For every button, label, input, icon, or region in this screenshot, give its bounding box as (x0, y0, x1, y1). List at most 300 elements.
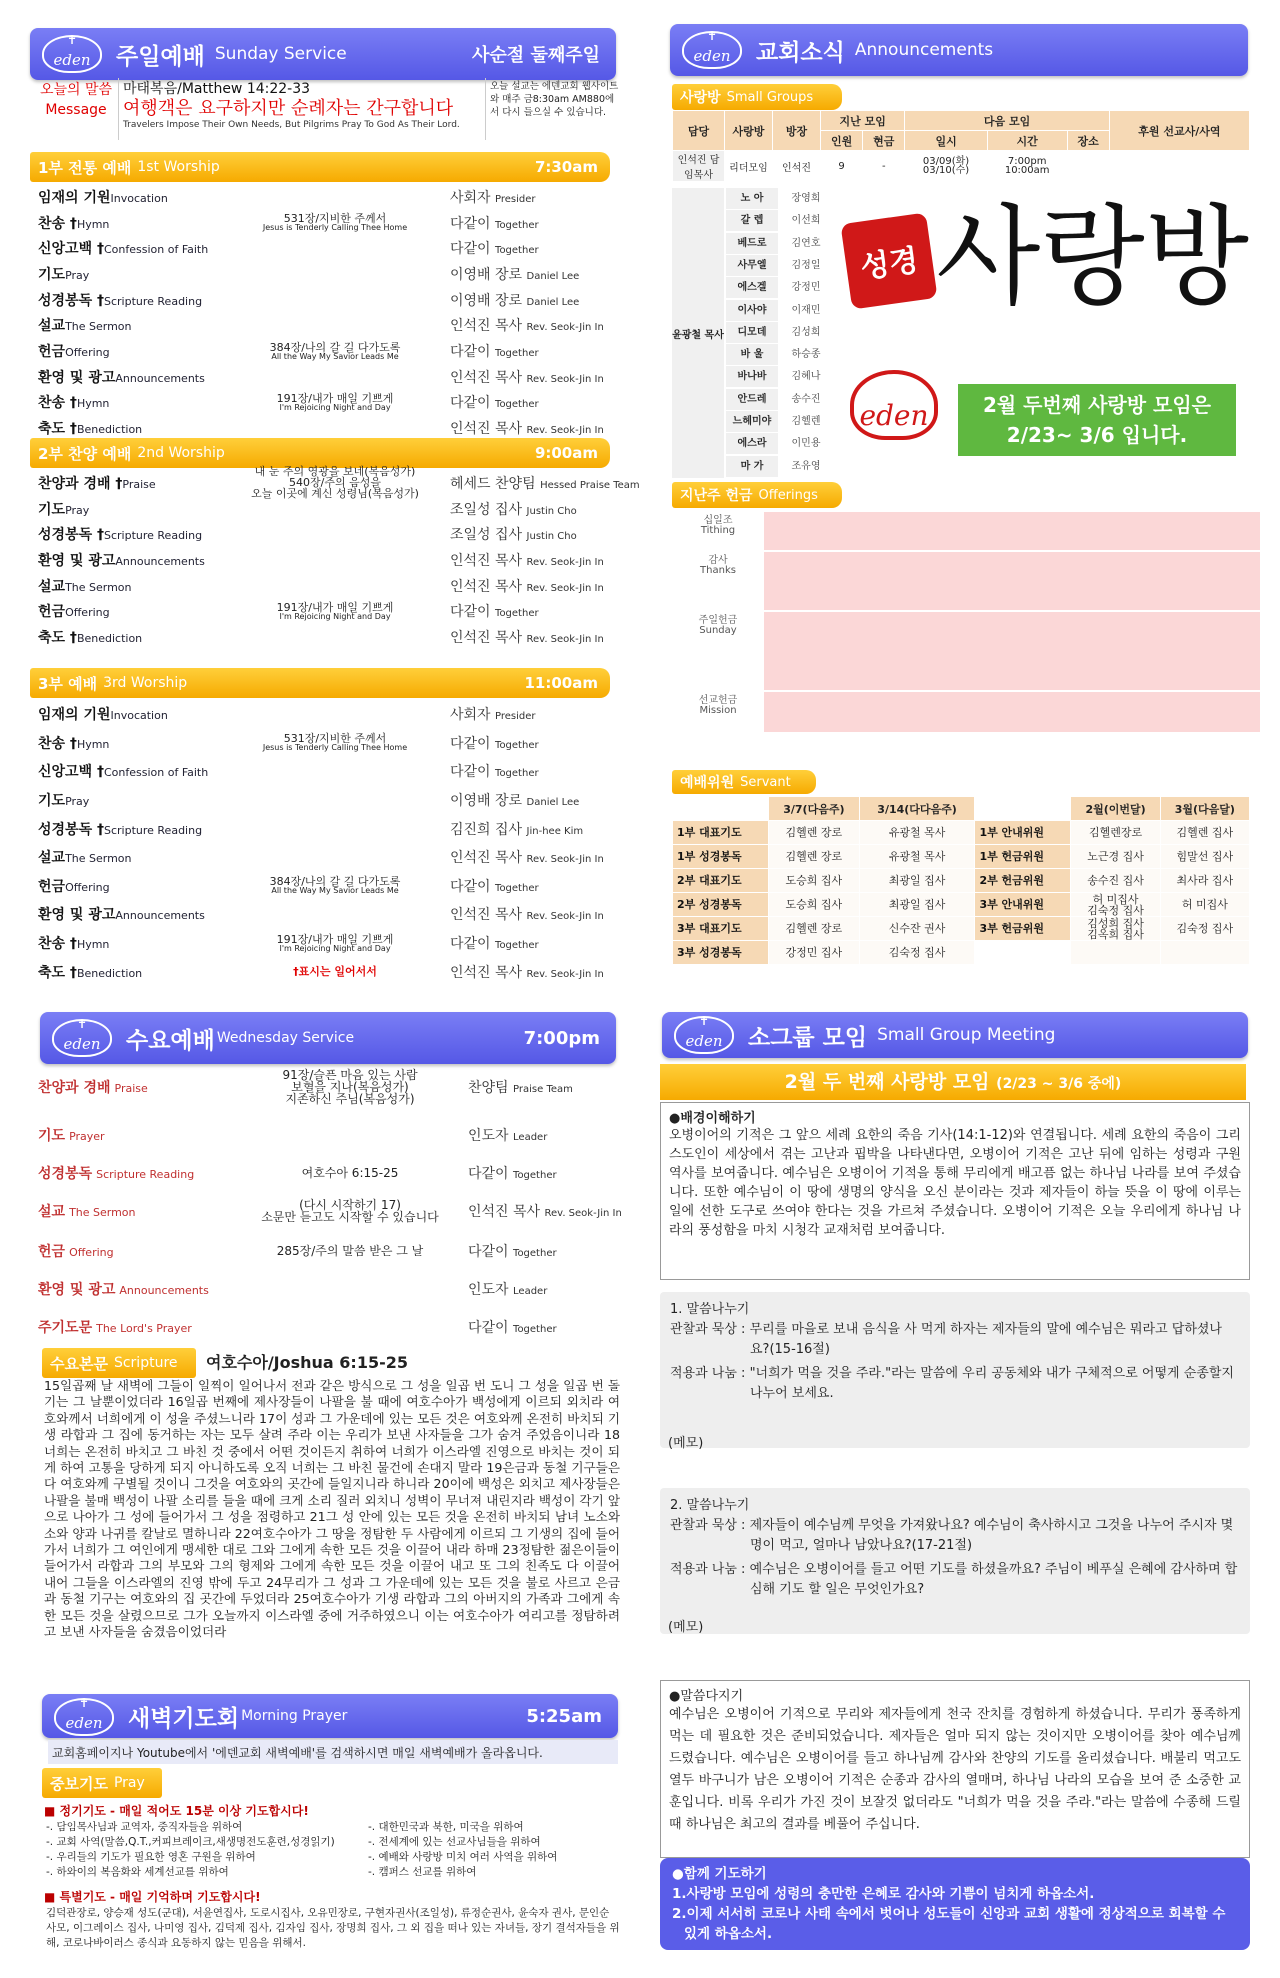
pray-label-ko: 중보기도 (50, 1774, 108, 1793)
smallgroups-table (672, 110, 1250, 182)
order-who (450, 627, 604, 647)
order-row (30, 210, 620, 236)
sg-cell: 9 (821, 151, 863, 182)
offering-label (672, 616, 764, 636)
order-who-ko: 인석진 목사 (450, 630, 523, 647)
order-item-en: The Sermon (65, 320, 132, 334)
order-item-en: Confession of Faith (103, 243, 209, 257)
order-row (30, 700, 620, 729)
wed-item (38, 1077, 148, 1097)
wed-who (468, 1241, 557, 1261)
servant-cell (1071, 941, 1160, 965)
sg-h-mission: 후원 선교사/사역 (1109, 111, 1249, 151)
servant-cell: 신수잔 권사 (859, 917, 975, 941)
announcements-header (670, 24, 1248, 76)
wed-row (30, 1198, 620, 1224)
order-item-ko: 찬양과 경배 † (38, 475, 123, 492)
offering-label-ko: 주일헌금 (698, 615, 738, 626)
sg-group-leader: 이민용 (791, 438, 821, 450)
servant-cell: 김숙정 집사 (1160, 917, 1249, 941)
servant-cell: 김성희 집사 김옥희 집사 (1071, 917, 1160, 941)
wed-who-ko: 찬양팀 (468, 1080, 509, 1096)
sgm-banner-text: 2월 두 번째 사랑방 모임 (784, 1071, 990, 1093)
order-who-en: Presider (495, 193, 536, 205)
sunday-title: 주일예배 (116, 43, 205, 70)
order-item-en: Scripture Reading (103, 823, 203, 837)
order-row (30, 313, 620, 339)
pray-item: -. 예배와 사랑방 미치 여러 사역을 위하여 (368, 1851, 558, 1863)
wed-who-ko: 인도자 (468, 1282, 509, 1298)
sg-group-name: 노 아 (726, 188, 778, 209)
wed-detail: (다시 시작하기 17) 소문만 듣고도 시작할 수 있습니다 (261, 1198, 439, 1224)
promo-big-text: 사랑방 (936, 195, 1249, 320)
order-item (38, 341, 110, 361)
worship-time: 9:00am (534, 444, 598, 462)
sg-group-name: 이사야 (726, 300, 778, 321)
order-hymn (250, 934, 420, 953)
order-who-en: Together (495, 768, 539, 780)
servant-cell (1160, 941, 1249, 965)
eden-logo-icon: ✝ eden (682, 31, 742, 69)
order-item (38, 601, 110, 621)
order-item (38, 418, 142, 438)
wed-who-en: Together (513, 1248, 557, 1259)
order-item (38, 790, 89, 810)
promo-note: 2월 두번째 사랑방 모임은 2/23~ 3/6 입니다. (958, 384, 1236, 456)
order-who-ko: 인석진 목사 (450, 907, 523, 924)
order-who (450, 761, 539, 781)
offering-amount-box (764, 552, 1260, 610)
order-who (450, 341, 539, 361)
sv-h-this-month: 2월(이번달) (1071, 797, 1160, 821)
sg-h-group: 사랑방 (725, 111, 773, 151)
order-who-en: Justin Cho (526, 531, 577, 543)
order-hymn-ko: 384장/나의 갈 길 다가도록 (269, 340, 401, 354)
order-who-ko: 김진희 집사 (450, 821, 523, 838)
servant-cell: 최광일 집사 (859, 893, 975, 917)
order-who-en: Together (495, 399, 539, 411)
order-hymn-en: I'm Rejoicing Night and Day (279, 943, 391, 953)
order-who-ko: 다같이 (450, 241, 491, 258)
order-who (450, 933, 539, 953)
sgm-q2-apply: 적용과 나눔 : 예수님은 오병이어를 들고 어떤 기도를 하셨을까요? 주님이 베푸실 은혜에 감사하며 합심해 기도 할 일은 무엇인가요? (670, 1562, 1238, 1597)
order-who-en: Together (495, 245, 539, 257)
order-item-en: Praise (122, 477, 156, 491)
order-who-ko: 다같이 (450, 878, 491, 895)
wed-item-ko: 주기도문 (38, 1320, 93, 1336)
order-who-en: Rev. Seok-Jin In (526, 634, 604, 646)
order-item-en: Announcements (115, 371, 205, 385)
wed-item-en: The Lord's Prayer (96, 1322, 192, 1335)
order-row (30, 757, 620, 786)
sg-cell: 7:00pm 10:00am (987, 151, 1067, 182)
sg-cell: 인석진 담임목사 (673, 151, 725, 182)
order-item (38, 213, 109, 233)
wed-who (468, 1077, 573, 1097)
sg-label-en: Small Groups (726, 89, 814, 105)
order-hymn-en: Jesus is Tenderly Calling Thee Home (262, 743, 408, 753)
order-who (450, 315, 604, 335)
order-item-ko: 찬송 † (38, 395, 77, 412)
pray-item: -. 담임목사님과 교역자, 중직자들을 위하여 (46, 1821, 243, 1833)
sg-h-next: 다음 모임 (905, 111, 1109, 131)
order-item (38, 576, 132, 596)
order-who (450, 187, 536, 207)
sgm-subtitle: Small Group Meeting (877, 1025, 1056, 1045)
sv-h-blank (673, 797, 769, 821)
eden-logo-icon: ✝ eden (52, 1019, 112, 1057)
order-who-en: Presider (495, 711, 536, 723)
order-item-en: Benediction (76, 966, 143, 980)
order-who-ko: 인석진 목사 (450, 850, 523, 867)
order-item-en: Invocation (110, 709, 168, 723)
order-row (30, 957, 620, 986)
offering-amount-box (764, 692, 1260, 732)
order-row (30, 465, 640, 501)
servant-cell: 김숙정 집사 (859, 941, 975, 965)
order-row (30, 814, 620, 843)
order-who (450, 238, 539, 258)
wed-item-en: Praise (114, 1082, 148, 1095)
sermon-box (118, 78, 486, 140)
worship-bar (30, 438, 610, 468)
wednesday-time: 7:00pm (523, 1027, 600, 1049)
offering-label-en: Mission (699, 705, 737, 716)
order-item (38, 819, 202, 839)
order-item-en: Benediction (76, 423, 143, 437)
eden-logo-large-icon: eden (850, 370, 938, 440)
sgm-memo-2: (메모) (668, 1620, 704, 1635)
order-item-ko: 헌금 (38, 344, 66, 361)
worship-title: 1부 전통 예배 (38, 158, 132, 177)
wed-row (30, 1122, 620, 1148)
order-item (38, 473, 156, 493)
order-item-ko: 임재의 기원 (38, 707, 111, 724)
morning-subtitle: Morning Prayer (241, 1708, 348, 1724)
order-row (30, 496, 620, 522)
wed-who-ko: 다같이 (468, 1320, 509, 1336)
servant-cell: 1부 대표기도 (673, 821, 769, 845)
morning-header (42, 1694, 618, 1738)
order-item (38, 733, 109, 753)
order-hymn-ko: 531장/지비한 주께서 (283, 732, 387, 746)
pray-label-en: Pray (113, 1775, 145, 1791)
servant-cell: 3부 안내위원 (975, 893, 1071, 917)
wednesday-title: 수요예배 (126, 1027, 215, 1054)
order-who (450, 876, 539, 896)
wed-item-ko: 환영 및 광고 (38, 1282, 116, 1298)
pray-heading-1: ■ 정기기도 - 매일 적어도 15분 이상 기도합시다! (44, 1804, 309, 1818)
message-label-en: Message (45, 102, 107, 118)
order-who-ko: 사회자 (450, 189, 491, 206)
order-who-en: Together (495, 940, 539, 952)
order-who-en: Together (495, 348, 539, 360)
worship-title: 2부 찬양 예배 (38, 444, 132, 463)
order-item-ko: 찬송 † (38, 936, 77, 953)
order-who-ko: 이영배 장로 (450, 292, 523, 309)
scripture-label-ko: 수요본문 (50, 1354, 108, 1373)
sg-group-name: 에스라 (726, 433, 778, 454)
order-item (38, 290, 202, 310)
servant-cell: 도승희 집사 (769, 869, 860, 893)
sgm-prayer-box (660, 1858, 1250, 1950)
order-who-ko: 인석진 목사 (450, 369, 523, 386)
wed-row (30, 1068, 620, 1106)
sermon-scripture: 마태복음/Matthew 14:22-33 (123, 81, 311, 97)
sg-h-leader: 방장 (773, 111, 821, 151)
servant-cell: 허 미집사 김숙정 집사 (1071, 893, 1160, 917)
offering-label-en: Thanks (700, 565, 736, 576)
servant-cell (975, 941, 1071, 965)
sg-group-name: 베드로 (726, 233, 778, 254)
sv-h-next-week: 3/7(다음주) (769, 797, 860, 821)
servant-cell: 2부 대표기도 (673, 869, 769, 893)
order-item-en: Offering (65, 346, 110, 360)
order-hymn-en: All the Way My Savior Leads Me (271, 886, 399, 896)
sgm-q2-observe: 관찰과 묵상 : 제자들이 예수님께 무엇을 가져왔나요? 예수님이 축사하시고 그것을 나누어 주시자 몇 명이 먹고, 얼마나 남았나요?(17-21절) (670, 1518, 1234, 1553)
order-item-en: Hymn (76, 397, 110, 411)
order-hymn-en: I'm Rejoicing Night and Day (279, 402, 391, 412)
sgm-prayer-1: 1.사랑방 모임에 성령의 충만한 은혜로 감사와 기쁨이 넘치게 하옵소서. (672, 1886, 1095, 1902)
order-item (38, 550, 205, 570)
order-who-en: Rev. Seok-Jin In (526, 968, 604, 980)
order-who (450, 904, 604, 924)
pray-item: -. 교회 사역(말씀,Q.T.,커피브레이크,새생명전도훈련,성경읽기) (46, 1836, 335, 1848)
servant-row (673, 917, 1250, 941)
order-item (38, 315, 132, 335)
wed-who (468, 1163, 557, 1183)
sg-cell: - (863, 151, 905, 182)
order-who-en: Daniel Lee (526, 296, 580, 308)
offering-label-en: Sunday (699, 625, 737, 636)
order-item (38, 876, 110, 896)
order-who (450, 733, 539, 753)
servant-cell: 김헬렌 장로 (769, 821, 860, 845)
eden-logo-icon: ✝ eden (54, 1698, 114, 1736)
worship-bar (30, 668, 610, 698)
order-who-en: Rev. Seok-Jin In (526, 911, 604, 923)
sg-cell (1109, 151, 1249, 182)
off-label-ko: 지난주 헌금 (680, 488, 753, 504)
order-hymn-ko: 384장/나의 갈 길 다가도록 (269, 875, 401, 889)
sunday-subtitle: Sunday Service (214, 44, 347, 64)
pray-special: 김덕관장로, 양승재 성도(군대), 서윤연집사, 도로시집사, 오유민장로, 구현자권사(조일성), 류정순권사, 윤숙자 권사, 문인순 사모, 이그레이스 집사, 나미영 집사, 김덕제 집사, 김자임 집사, 장명희 집사, 그 외 집을 떠나 있는 자녀들, 장기 결석자들을 위해, 코로나바이러스 종식과 요동하지 않는 믿음을 위해서. (46, 1907, 620, 1949)
smallgroups-label (672, 84, 842, 110)
wed-item (38, 1241, 114, 1261)
sg-group-name: 갈 렙 (726, 210, 778, 231)
order-who (450, 847, 604, 867)
sg-h-cash: 현금 (863, 131, 905, 151)
order-who-en: Justin Cho (526, 505, 577, 517)
order-item (38, 904, 205, 924)
order-who (450, 392, 539, 412)
order-hymn (250, 393, 420, 412)
order-who (450, 473, 640, 493)
order-who-ko: 헤세드 찬양팀 (450, 475, 536, 492)
order-who-ko: 인석진 목사 (450, 421, 523, 438)
order-who-ko: 인석진 목사 (450, 578, 523, 595)
order-who-ko: 조일성 집사 (450, 501, 523, 518)
order-who-en: Rev. Seok-Jin In (526, 373, 604, 385)
order-who-ko: 다같이 (450, 215, 491, 232)
sg-h-date: 일시 (905, 131, 987, 151)
order-item-en: Hymn (76, 938, 110, 952)
order-row (30, 261, 620, 287)
sgm-background-box (660, 1102, 1250, 1280)
wed-who-en: Praise Team (513, 1084, 573, 1095)
order-row (30, 843, 620, 872)
sg-group-name: 사무엘 (726, 255, 778, 276)
sg-group-leader: 조유영 (791, 460, 821, 472)
order-item (38, 627, 142, 647)
order-item-ko: 축도 † (38, 964, 77, 981)
order-item-en: Announcements (115, 909, 205, 923)
wed-item (38, 1279, 209, 1299)
sgm-bg-heading: ●배경이해하기 (669, 1111, 756, 1126)
sg-h-place: 장소 (1067, 131, 1109, 151)
order-item-ko: 기도 (38, 501, 66, 518)
order-item-ko: 찬송 † (38, 735, 77, 752)
order-who (450, 290, 579, 310)
order-row (30, 287, 620, 313)
sv-h-blank (975, 797, 1071, 821)
servant-cell: 유광철 목사 (859, 845, 975, 869)
wed-item (38, 1125, 105, 1145)
order-row (30, 235, 620, 261)
wed-row (30, 1276, 620, 1302)
servant-table (672, 796, 1250, 965)
wed-item-ko: 성경봉독 (38, 1166, 93, 1182)
servant-cell: 김헬렌 장로 (769, 845, 860, 869)
worship-time: 7:30am (534, 158, 598, 176)
eden-logo-icon: ✝ eden (42, 35, 102, 73)
pray-list-right (368, 1820, 618, 1880)
order-who-en: Together (495, 739, 539, 751)
order-item-ko: 신앙고백 † (38, 241, 104, 258)
order-who-en: Jin-hee Kim (526, 825, 584, 837)
scripture-ref: 여호수아/Joshua 6:15-25 (206, 1353, 408, 1372)
order-who-ko: 조일성 집사 (450, 527, 523, 544)
servant-cell: 1부 헌금위원 (975, 845, 1071, 869)
wed-who (468, 1279, 547, 1299)
wed-item (38, 1317, 192, 1337)
order-hymn (250, 213, 420, 232)
scripture-text: 15일곱째 날 새벽에 그들이 일찍이 일어나서 전과 같은 방식으로 그 성을 일곱 번 도니 그 성을 일곱 번 돌기는 그 날뿐이었더라 16일곱 번째에 제사장들이 나팔을 불 때에 여호수아가 백성에게 이르되 외치라 여호와께서 너희에게 이 성을 주셨느니라 17이 성과 그 가운데에 있는 모든 것은 여호와께 온전히 바치되 기생 라합과 그 집에 동거하는 자는 모두 살려 주라 이는 우리가 보낸 사자들을 그가 숨겨 주었음이니라 18너희는 온전히 바치고 그 바친 것 중에서 어떤 것이든지 취하여 너희가 이스라엘 진영으로 바치는 것이 되게 하여 고통을 당하게 되지 아니하도록 오직 너희는 그 바친 물건에 손대지 말라 19은금과 동철 기구들은 다 여호와께 구별될 것이니 그것을 여호와의 곳간에 들일지니라 하니라 20이에 백성은 외치고 제사장들은 나팔을 불매 백성이 나팔 소리를 들을 때에 크게 소리 질러 외치니 성벽이 무너져 내린지라 백성이 각기 앞으로 나아가 그 성에 들어가서 그 성을 점령하고 21그 성 안에 있는 모든 것을 온전히 바치되 남녀 노소와 소와 양과 나귀를 칼날로 멸하니라 22여호수아가 그 땅을 정탐한 두 사람에게 이르되 그 기생의 집에 들어가서 너희가 그 여인에게 맹세한 대로 그와 그에게 속한 모든 것을 이끌어 내라 하매 23정탐한 젊은이들이 들어가서 라합과 그의 부모와 그의 형제와 그에게 속한 모든 것을 이끌어 내고 또 그의 친족도 다 이끌어 내어 그들을 이스라엘의 진영 밖에 두고 24무리가 그 성과 그 가운데에 있는 모든 것을 불로 사르고 은금과 동철 기구는 여호와의 집 곳간에 두었더라 25여호수아가 기생 라합과 그의 아버지의 가족과 그에게 속한 모든 것을 살렸으므로 그가 오늘까지 이스라엘 중에 거주하였으니 이는 여호수아가 여리고를 정탐하려고 보낸 사자들을 숨겼음이었더라 (44, 1378, 620, 1640)
sg-group-charge: 윤광철 목사 (672, 188, 724, 478)
sg-group-name: 안드레 (726, 389, 778, 410)
order-row (30, 624, 620, 650)
order-item-en: Invocation (110, 191, 168, 205)
order-who (450, 790, 579, 810)
order-who-ko: 다같이 (450, 604, 491, 621)
sg-group-leader: 김성희 (791, 326, 821, 338)
order-item (38, 392, 109, 412)
order-who-en: Together (495, 608, 539, 620)
servant-cell: 3부 성경봉독 (673, 941, 769, 965)
order-who-ko: 인석진 목사 (450, 964, 523, 981)
sg-promo (836, 188, 1250, 478)
servant-cell: 2부 헌금위원 (975, 869, 1071, 893)
order-hymn (250, 733, 420, 752)
wed-who-ko: 인석진 목사 (468, 1204, 541, 1220)
order-item-ko: 축도 † (38, 421, 77, 438)
sv-h-week-after: 3/14(다다음주) (859, 797, 975, 821)
sg-cell: 03/09(화) 03/10(수) (905, 151, 987, 182)
order-item-ko: 설교 (38, 318, 66, 335)
pray-list-left (46, 1820, 366, 1880)
wed-who-en: Leader (513, 1286, 548, 1297)
sgm-prayer-heading: ●함께 기도하기 (672, 1866, 767, 1882)
worship-bar (30, 152, 610, 182)
wed-detail: 285장/주의 말씀 받은 그 날 (276, 1244, 424, 1258)
order-who-en: Rev. Seok-Jin In (526, 582, 604, 594)
sg-group-leader: 김정일 (791, 259, 821, 271)
order-item (38, 962, 142, 982)
order-item-ko: 성경봉독 † (38, 821, 104, 838)
servant-row (673, 893, 1250, 917)
order-item-en: Offering (65, 880, 110, 894)
sgm-prayer-2: 2.이제 서서히 코로나 사태 속에서 벗어나 성도들이 신앙과 교회 생활에 정상적으로 회복할 수 있게 하옵소서. (672, 1906, 1226, 1942)
wed-item-en: Offering (69, 1246, 114, 1259)
wed-item-en: Prayer (69, 1130, 105, 1143)
offering-label (672, 516, 764, 536)
order-who-ko: 다같이 (450, 764, 491, 781)
order-item-en: The Sermon (65, 852, 132, 866)
order-item-ko: 축도 † (38, 630, 77, 647)
order-row (30, 547, 620, 573)
wed-item-en: Announcements (119, 1284, 209, 1297)
order-item-ko: 신앙고백 † (38, 764, 104, 781)
wed-item-ko: 설교 (38, 1204, 66, 1220)
announcements-title: 교회소식 (756, 39, 845, 66)
wed-item-en: Scripture Reading (96, 1168, 195, 1181)
servant-cell: 1부 성경봉독 (673, 845, 769, 869)
serv-label-ko: 예배위원 (680, 775, 735, 791)
order-item-ko: 성경봉독 † (38, 527, 104, 544)
offering-label (672, 556, 764, 576)
sg-h-count: 인원 (821, 131, 863, 151)
order-item-en: Benediction (76, 632, 143, 646)
servant-cell: 3부 헌금위원 (975, 917, 1071, 941)
order-item-ko: 환영 및 광고 (38, 907, 116, 924)
order-item-ko: 임재의 기원 (38, 189, 111, 206)
order-row (30, 184, 620, 210)
sg-group-leader: 이선희 (791, 215, 821, 227)
wed-who (468, 1201, 622, 1221)
wed-item (38, 1201, 136, 1221)
sermon-title-en: Travelers Impose Their Own Needs, But Pilgrims Pray To God As Their Lord. (123, 120, 460, 130)
order-item-en: Pray (65, 795, 90, 809)
sg-cell: 인석진 (773, 151, 821, 182)
order-row (30, 786, 620, 815)
order-who-ko: 인석진 목사 (450, 552, 523, 569)
order-who-ko: 인석진 목사 (450, 318, 523, 335)
worship-title: 3부 예배 (38, 674, 98, 693)
wed-who (468, 1317, 557, 1337)
servant-cell: 2부 성경봉독 (673, 893, 769, 917)
order-who-en: Rev. Seok-Jin In (526, 322, 604, 334)
worship-title-en: 3rd Worship (103, 675, 188, 691)
order-hymn-ko: †표시는 일어서서 (293, 965, 377, 979)
sgm-q2-box (660, 1488, 1250, 1634)
wed-row (30, 1160, 620, 1186)
sv-h-next-month: 3월(다음달) (1160, 797, 1249, 821)
order-who (450, 213, 539, 233)
order-item (38, 367, 205, 387)
order-row (30, 929, 620, 958)
wed-row (30, 1314, 620, 1340)
order-who-ko: 다같이 (450, 395, 491, 412)
